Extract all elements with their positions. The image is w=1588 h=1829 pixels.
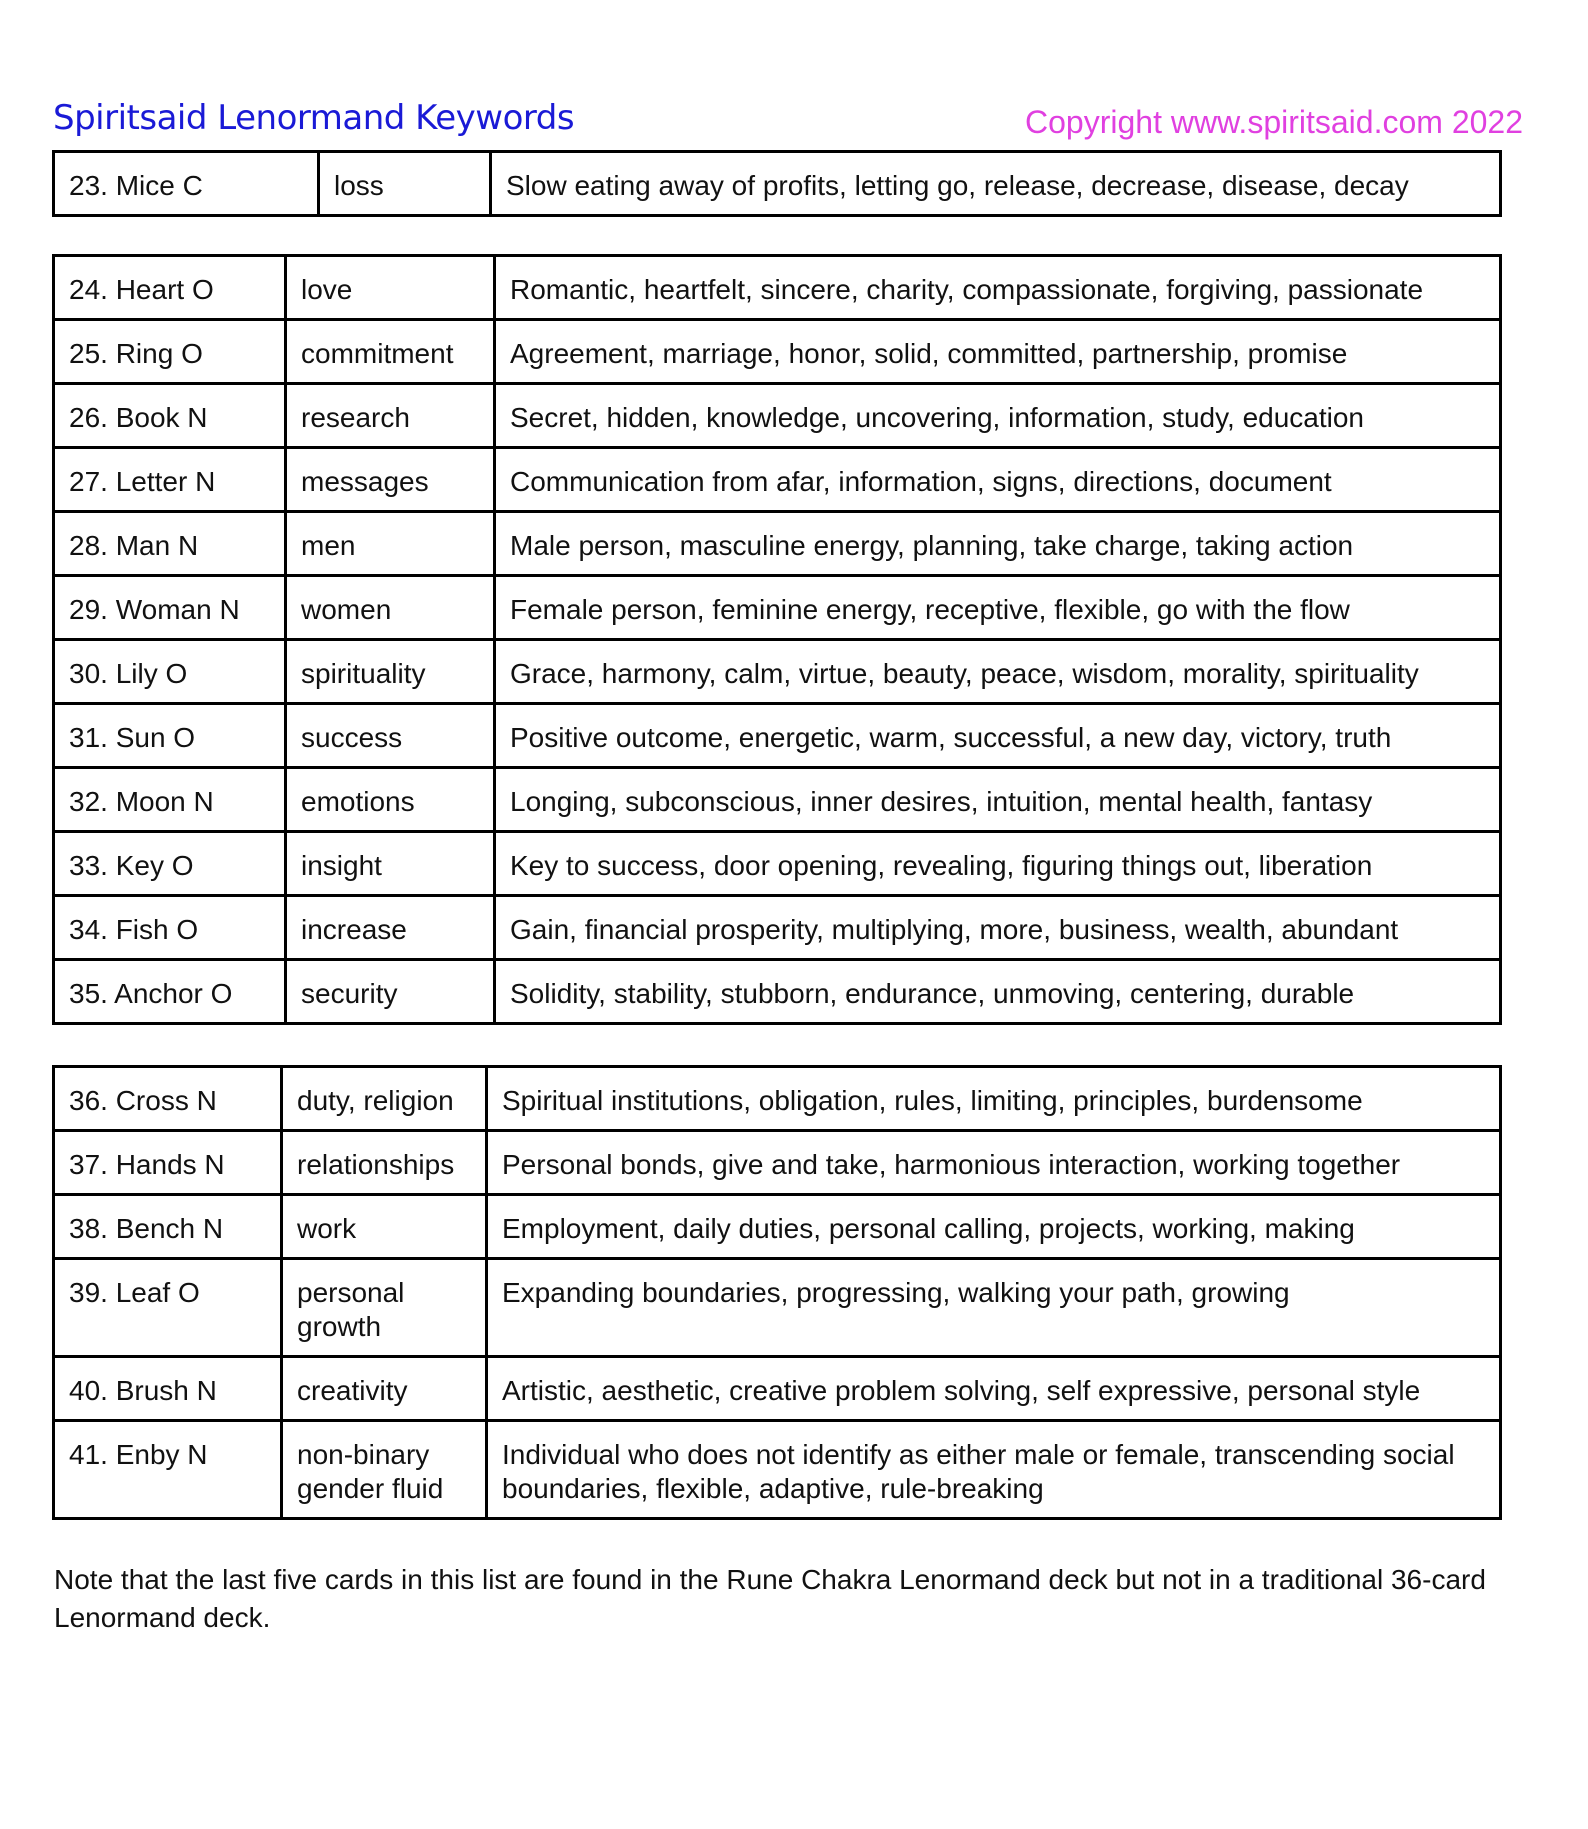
table-row xyxy=(54,256,1501,320)
card-name-cell: 24. Heart O xyxy=(54,256,286,320)
keyword-cell: women xyxy=(286,576,495,640)
meaning-cell: Longing, subconscious, inner desires, intuition, mental health, fantasy xyxy=(495,768,1501,832)
table-row xyxy=(54,512,1501,576)
table-row xyxy=(54,1067,1501,1131)
keyword-cell: increase xyxy=(286,896,495,960)
keyword-cell: loss xyxy=(319,152,491,216)
meaning-cell: Solidity, stability, stubborn, endurance, unmoving, centering, durable xyxy=(495,960,1501,1024)
table-row xyxy=(54,768,1501,832)
keyword-cell: work xyxy=(282,1195,487,1259)
meaning-cell: Communication from afar, information, signs, directions, document xyxy=(495,448,1501,512)
card-name-cell: 30. Lily O xyxy=(54,640,286,704)
card-name-cell: 29. Woman N xyxy=(54,576,286,640)
card-name-cell: 40. Brush N xyxy=(54,1357,282,1421)
table-row xyxy=(54,1131,1501,1195)
card-name-cell: 38. Bench N xyxy=(54,1195,282,1259)
table-row xyxy=(54,576,1501,640)
card-name-cell: 36. Cross N xyxy=(54,1067,282,1131)
card-name-cell: 26. Book N xyxy=(54,384,286,448)
keyword-cell: messages xyxy=(286,448,495,512)
card-name-cell: 23. Mice C xyxy=(54,152,319,216)
meaning-cell: Spiritual institutions, obligation, rules, limiting, principles, burdensome xyxy=(487,1067,1501,1131)
card-name-cell: 37. Hands N xyxy=(54,1131,282,1195)
meaning-cell: Expanding boundaries, progressing, walking your path, growing xyxy=(487,1259,1501,1357)
meaning-cell: Gain, financial prosperity, multiplying, more, business, wealth, abundant xyxy=(495,896,1501,960)
keywords-table-36-41 xyxy=(52,1065,1502,1520)
copyright-notice: Copyright www.spiritsaid.com 2022 xyxy=(1025,104,1523,140)
meaning-cell: Individual who does not identify as either male or female, transcending social boundaries, flexible, adaptive, rule-breaking xyxy=(487,1421,1501,1519)
card-name-cell: 39. Leaf O xyxy=(54,1259,282,1357)
keyword-cell: insight xyxy=(286,832,495,896)
keyword-cell: non-binary gender fluid xyxy=(282,1421,487,1519)
table-row xyxy=(54,384,1501,448)
card-name-cell: 41. Enby N xyxy=(54,1421,282,1519)
card-name-cell: 31. Sun O xyxy=(54,704,286,768)
card-name-cell: 34. Fish O xyxy=(54,896,286,960)
meaning-cell: Grace, harmony, calm, virtue, beauty, peace, wisdom, morality, spirituality xyxy=(495,640,1501,704)
table-row xyxy=(54,832,1501,896)
meaning-cell: Female person, feminine energy, receptive, flexible, go with the flow xyxy=(495,576,1501,640)
table-row xyxy=(54,320,1501,384)
keyword-cell: duty, religion xyxy=(282,1067,487,1131)
keyword-cell: men xyxy=(286,512,495,576)
table-row xyxy=(54,704,1501,768)
keyword-cell: commitment xyxy=(286,320,495,384)
table-row xyxy=(54,1195,1501,1259)
meaning-cell: Artistic, aesthetic, creative problem solving, self expressive, personal style xyxy=(487,1357,1501,1421)
card-name-cell: 25. Ring O xyxy=(54,320,286,384)
keyword-cell: emotions xyxy=(286,768,495,832)
meaning-cell: Employment, daily duties, personal calling, projects, working, making xyxy=(487,1195,1501,1259)
keyword-cell: research xyxy=(286,384,495,448)
card-name-cell: 27. Letter N xyxy=(54,448,286,512)
meaning-cell: Male person, masculine energy, planning, take charge, taking action xyxy=(495,512,1501,576)
page-header xyxy=(53,98,1523,148)
table-row xyxy=(54,1421,1501,1519)
table-row xyxy=(54,1357,1501,1421)
keyword-cell: personal growth xyxy=(282,1259,487,1357)
keyword-cell: security xyxy=(286,960,495,1024)
card-name-cell: 35. Anchor O xyxy=(54,960,286,1024)
table-row xyxy=(54,1259,1501,1357)
table-row xyxy=(54,640,1501,704)
keyword-cell: success xyxy=(286,704,495,768)
keywords-table-mice xyxy=(52,150,1502,217)
table-row xyxy=(54,896,1501,960)
card-name-cell: 28. Man N xyxy=(54,512,286,576)
keyword-cell: creativity xyxy=(282,1357,487,1421)
keyword-cell: love xyxy=(286,256,495,320)
keywords-table-24-35 xyxy=(52,254,1502,1025)
meaning-cell: Personal bonds, give and take, harmonious interaction, working together xyxy=(487,1131,1501,1195)
keyword-cell: relationships xyxy=(282,1131,487,1195)
meaning-cell: Slow eating away of profits, letting go, release, decrease, disease, decay xyxy=(491,152,1501,216)
keyword-cell: spirituality xyxy=(286,640,495,704)
meaning-cell: Key to success, door opening, revealing, figuring things out, liberation xyxy=(495,832,1501,896)
table-row xyxy=(54,448,1501,512)
card-name-cell: 32. Moon N xyxy=(54,768,286,832)
meaning-cell: Agreement, marriage, honor, solid, committed, partnership, promise xyxy=(495,320,1501,384)
meaning-cell: Secret, hidden, knowledge, uncovering, information, study, education xyxy=(495,384,1501,448)
meaning-cell: Positive outcome, energetic, warm, successful, a new day, victory, truth xyxy=(495,704,1501,768)
table-row xyxy=(54,960,1501,1024)
document-title: Spiritsaid Lenormand Keywords xyxy=(53,98,575,138)
meaning-cell: Romantic, heartfelt, sincere, charity, compassionate, forgiving, passionate xyxy=(495,256,1501,320)
footnote: Note that the last five cards in this list are found in the Rune Chakra Lenormand deck but not in a traditional 36-card Lenormand deck. xyxy=(54,1564,1486,1633)
table-row xyxy=(54,152,1501,216)
card-name-cell: 33. Key O xyxy=(54,832,286,896)
